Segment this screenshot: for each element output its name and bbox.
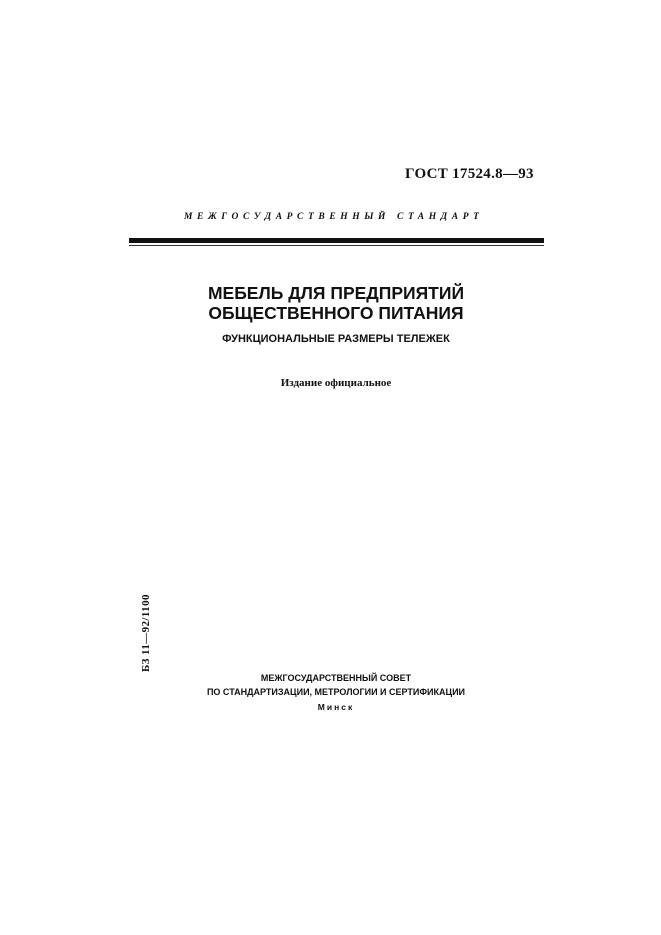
publisher-block — [150, 671, 522, 715]
title-line-1: МЕБЕЛЬ ДЛЯ ПРЕДПРИЯТИЙ — [207, 283, 465, 303]
side-code: БЗ 11—92/1100 — [140, 594, 152, 672]
publisher-line-1: МЕЖГОСУДАРСТВЕННЫЙ СОВЕТ — [260, 673, 412, 683]
gost-number: ГОСТ 17524.8—93 — [405, 166, 534, 182]
edition-label: Издание официальное — [280, 377, 392, 389]
publisher-line-2: ПО СТАНДАРТИЗАЦИИ, МЕТРОЛОГИИ И СЕРТИФИКАЦИИ — [206, 687, 466, 697]
header-rule-thin — [129, 245, 544, 246]
document-subtitle: ФУНКЦИОНАЛЬНЫЕ РАЗМЕРЫ ТЕЛЕЖЕК — [222, 333, 450, 345]
publisher-city: Минск — [317, 702, 355, 712]
standard-type-label: МЕЖГОСУДАРСТВЕННЫЙ СТАНДАРТ — [184, 212, 484, 222]
title-line-2: ОБЩЕСТВЕННОГО ПИТАНИЯ — [208, 303, 464, 323]
document-title — [150, 283, 522, 323]
header-rule-thick — [129, 238, 544, 243]
